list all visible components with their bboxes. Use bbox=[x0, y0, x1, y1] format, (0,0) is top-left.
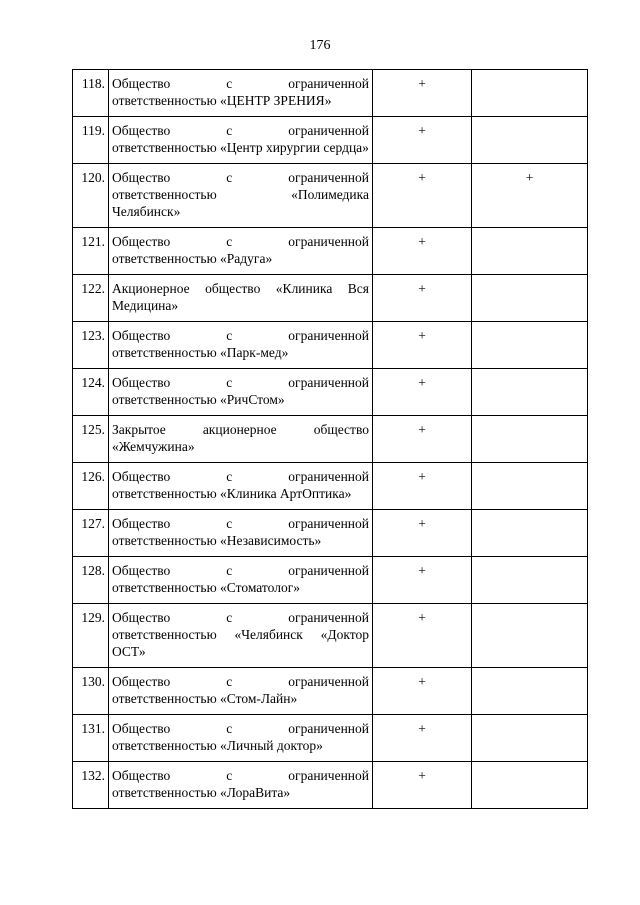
mark-cell-b: + bbox=[472, 164, 588, 228]
organization-name: Закрытое акционерное общество «Жемчужина» bbox=[109, 416, 373, 463]
organization-name: Общество с ограниченной ответственностью «Личный доктор» bbox=[109, 715, 373, 762]
organization-name: Общество с ограниченной ответственностью «Стоматолог» bbox=[109, 557, 373, 604]
table-row bbox=[73, 510, 588, 557]
mark-cell-b bbox=[472, 228, 588, 275]
mark-cell-a: + bbox=[373, 164, 472, 228]
mark-cell-b bbox=[472, 369, 588, 416]
mark-cell-a: + bbox=[373, 510, 472, 557]
organization-name: Общество с ограниченной ответственностью «Полимедика Челябинск» bbox=[109, 164, 373, 228]
mark-cell-b bbox=[472, 557, 588, 604]
organization-name: Общество с ограниченной ответственностью «Клиника АртОптика» bbox=[109, 463, 373, 510]
mark-cell-a: + bbox=[373, 668, 472, 715]
mark-cell-b bbox=[472, 416, 588, 463]
row-number: 130. bbox=[73, 668, 109, 715]
mark-cell-b bbox=[472, 668, 588, 715]
table-row bbox=[73, 117, 588, 164]
mark-cell-a: + bbox=[373, 715, 472, 762]
table-row bbox=[73, 604, 588, 668]
mark-cell-a: + bbox=[373, 228, 472, 275]
row-number: 126. bbox=[73, 463, 109, 510]
table-row bbox=[73, 715, 588, 762]
mark-cell-a: + bbox=[373, 369, 472, 416]
mark-cell-b bbox=[472, 117, 588, 164]
organization-name: Общество с ограниченной ответственностью «Центр хирургии сердца» bbox=[109, 117, 373, 164]
registry-table bbox=[72, 69, 588, 809]
mark-cell-b bbox=[472, 762, 588, 809]
table-row bbox=[73, 70, 588, 117]
table-row bbox=[73, 762, 588, 809]
table-row bbox=[73, 557, 588, 604]
table-row bbox=[73, 668, 588, 715]
table-row bbox=[73, 164, 588, 228]
organization-name: Общество с ограниченной ответственностью «Челябинск «Доктор ОСТ» bbox=[109, 604, 373, 668]
organization-name: Общество с ограниченной ответственностью «РичСтом» bbox=[109, 369, 373, 416]
table-row bbox=[73, 322, 588, 369]
row-number: 119. bbox=[73, 117, 109, 164]
organization-name: Акционерное общество «Клиника Вся Медицина» bbox=[109, 275, 373, 322]
row-number: 120. bbox=[73, 164, 109, 228]
mark-cell-a: + bbox=[373, 557, 472, 604]
organization-name: Общество с ограниченной ответственностью «ЛораВита» bbox=[109, 762, 373, 809]
row-number: 127. bbox=[73, 510, 109, 557]
mark-cell-b bbox=[472, 604, 588, 668]
table-row bbox=[73, 275, 588, 322]
mark-cell-a: + bbox=[373, 463, 472, 510]
mark-cell-a: + bbox=[373, 416, 472, 463]
row-number: 122. bbox=[73, 275, 109, 322]
organization-name: Общество с ограниченной ответственностью «ЦЕНТР ЗРЕНИЯ» bbox=[109, 70, 373, 117]
mark-cell-a: + bbox=[373, 322, 472, 369]
row-number: 123. bbox=[73, 322, 109, 369]
organization-name: Общество с ограниченной ответственностью «Стом-Лайн» bbox=[109, 668, 373, 715]
row-number: 131. bbox=[73, 715, 109, 762]
organization-name: Общество с ограниченной ответственностью «Парк-мед» bbox=[109, 322, 373, 369]
table-row bbox=[73, 228, 588, 275]
row-number: 124. bbox=[73, 369, 109, 416]
mark-cell-a: + bbox=[373, 70, 472, 117]
mark-cell-a: + bbox=[373, 275, 472, 322]
row-number: 129. bbox=[73, 604, 109, 668]
mark-cell-a: + bbox=[373, 762, 472, 809]
table-row bbox=[73, 416, 588, 463]
page-number: 176 bbox=[309, 38, 331, 53]
registry-table-body bbox=[73, 70, 588, 809]
row-number: 125. bbox=[73, 416, 109, 463]
mark-cell-b bbox=[472, 322, 588, 369]
row-number: 128. bbox=[73, 557, 109, 604]
mark-cell-b bbox=[472, 463, 588, 510]
organization-name: Общество с ограниченной ответственностью «Независимость» bbox=[109, 510, 373, 557]
row-number: 132. bbox=[73, 762, 109, 809]
table-row bbox=[73, 369, 588, 416]
organization-name: Общество с ограниченной ответственностью «Радуга» bbox=[109, 228, 373, 275]
mark-cell-b bbox=[472, 70, 588, 117]
table-row bbox=[73, 463, 588, 510]
mark-cell-b bbox=[472, 715, 588, 762]
mark-cell-a: + bbox=[373, 117, 472, 164]
mark-cell-b bbox=[472, 510, 588, 557]
mark-cell-b bbox=[472, 275, 588, 322]
mark-cell-a: + bbox=[373, 604, 472, 668]
row-number: 121. bbox=[73, 228, 109, 275]
row-number: 118. bbox=[73, 70, 109, 117]
